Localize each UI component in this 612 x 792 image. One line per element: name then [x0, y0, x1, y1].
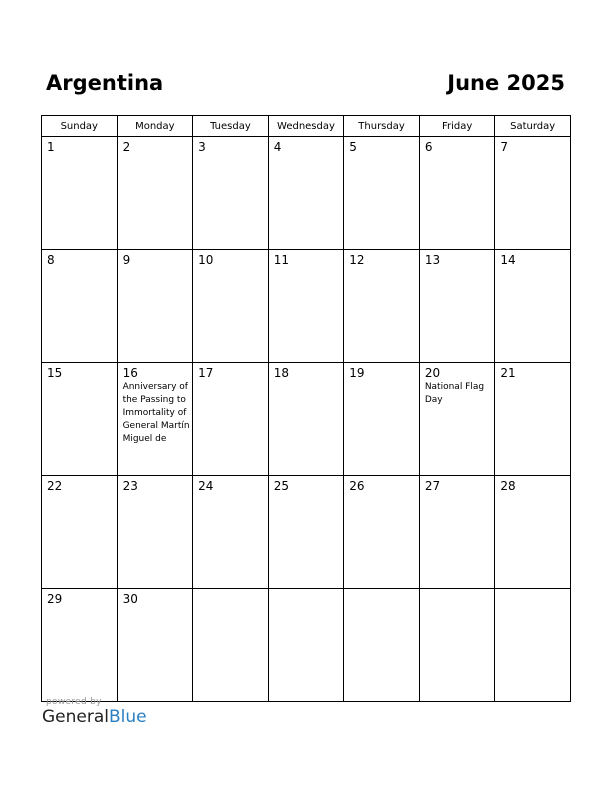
day-cell — [495, 250, 571, 363]
day-number: 25 — [273, 479, 289, 493]
day-number: 1 — [47, 140, 55, 154]
calendar-grid — [41, 115, 571, 702]
day-cell — [344, 476, 420, 589]
day-number: 20 — [424, 366, 441, 380]
calendar-week-row — [42, 250, 571, 363]
day-cell — [193, 250, 269, 363]
day-number: 21 — [500, 366, 516, 380]
day-number: 8 — [47, 253, 55, 267]
day-number: 30 — [122, 592, 138, 606]
day-cell — [344, 137, 420, 250]
weekday-wednesday: Wednesday — [268, 116, 344, 137]
brand-logo[interactable] — [42, 707, 147, 727]
day-number: 12 — [349, 253, 365, 267]
day-cell — [495, 137, 571, 250]
day-number: 19 — [349, 366, 365, 380]
brand-blue-text: Blue — [109, 707, 147, 727]
day-cell — [42, 476, 118, 589]
day-cell — [419, 476, 495, 589]
day-number: 3 — [198, 140, 206, 154]
day-cell — [268, 363, 344, 476]
day-number: 5 — [349, 140, 357, 154]
day-number: 16 — [122, 366, 138, 380]
calendar-body — [42, 137, 571, 702]
weekday-saturday: Saturday — [495, 116, 571, 137]
day-number: 23 — [122, 479, 138, 493]
day-number: 27 — [424, 479, 441, 493]
day-number: 7 — [500, 140, 509, 154]
day-cell — [268, 476, 344, 589]
day-number: 15 — [47, 366, 63, 380]
weekday-sunday: Sunday — [42, 116, 118, 137]
day-number: 14 — [500, 253, 516, 267]
day-number: 26 — [349, 479, 365, 493]
calendar-country-title: Argentina — [46, 71, 164, 95]
day-number: 24 — [198, 479, 214, 493]
day-number: 28 — [500, 479, 516, 493]
day-cell — [419, 137, 495, 250]
day-cell — [117, 250, 193, 363]
powered-by-label: powered by — [46, 697, 102, 707]
holiday-event: Anniversary of the Passing to Immortality of General Martín Miguel de — [122, 382, 190, 444]
calendar-week-row — [42, 137, 571, 250]
day-cell — [344, 589, 420, 702]
day-cell — [419, 363, 495, 476]
weekday-friday: Friday — [419, 116, 495, 137]
day-cell — [495, 476, 571, 589]
day-number: 2 — [122, 140, 131, 154]
day-cell — [42, 589, 118, 702]
day-number: 11 — [273, 253, 289, 267]
weekday-tuesday: Tuesday — [193, 116, 269, 137]
day-cell — [117, 137, 193, 250]
day-number: 17 — [198, 366, 214, 380]
day-cell — [42, 137, 118, 250]
weekday-header-row — [42, 116, 571, 137]
day-cell — [495, 589, 571, 702]
day-cell — [419, 589, 495, 702]
calendar-month-title: June 2025 — [447, 71, 565, 95]
weekday-monday: Monday — [117, 116, 193, 137]
day-number: 13 — [424, 253, 441, 267]
day-cell — [193, 589, 269, 702]
calendar-week-row — [42, 476, 571, 589]
day-cell — [42, 363, 118, 476]
day-number: 6 — [424, 140, 433, 154]
day-cell — [419, 250, 495, 363]
day-number: 9 — [122, 253, 131, 267]
brand-general-text: General — [42, 707, 109, 727]
day-number: 18 — [273, 366, 289, 380]
day-cell — [268, 250, 344, 363]
day-cell — [268, 589, 344, 702]
day-number: 10 — [198, 253, 214, 267]
holiday-event: National Flag Day — [424, 382, 485, 405]
day-cell — [268, 137, 344, 250]
day-number: 4 — [273, 140, 282, 154]
weekday-thursday: Thursday — [344, 116, 420, 137]
day-cell — [344, 363, 420, 476]
day-cell — [193, 363, 269, 476]
day-cell — [42, 250, 118, 363]
day-cell — [117, 589, 193, 702]
day-cell — [193, 476, 269, 589]
day-number: 22 — [47, 479, 63, 493]
day-cell — [344, 250, 420, 363]
day-number: 29 — [47, 592, 63, 606]
day-cell — [495, 363, 571, 476]
day-cell — [117, 476, 193, 589]
day-cell — [193, 137, 269, 250]
calendar-week-row — [42, 589, 571, 702]
day-cell — [117, 363, 193, 476]
calendar-week-row — [42, 363, 571, 476]
